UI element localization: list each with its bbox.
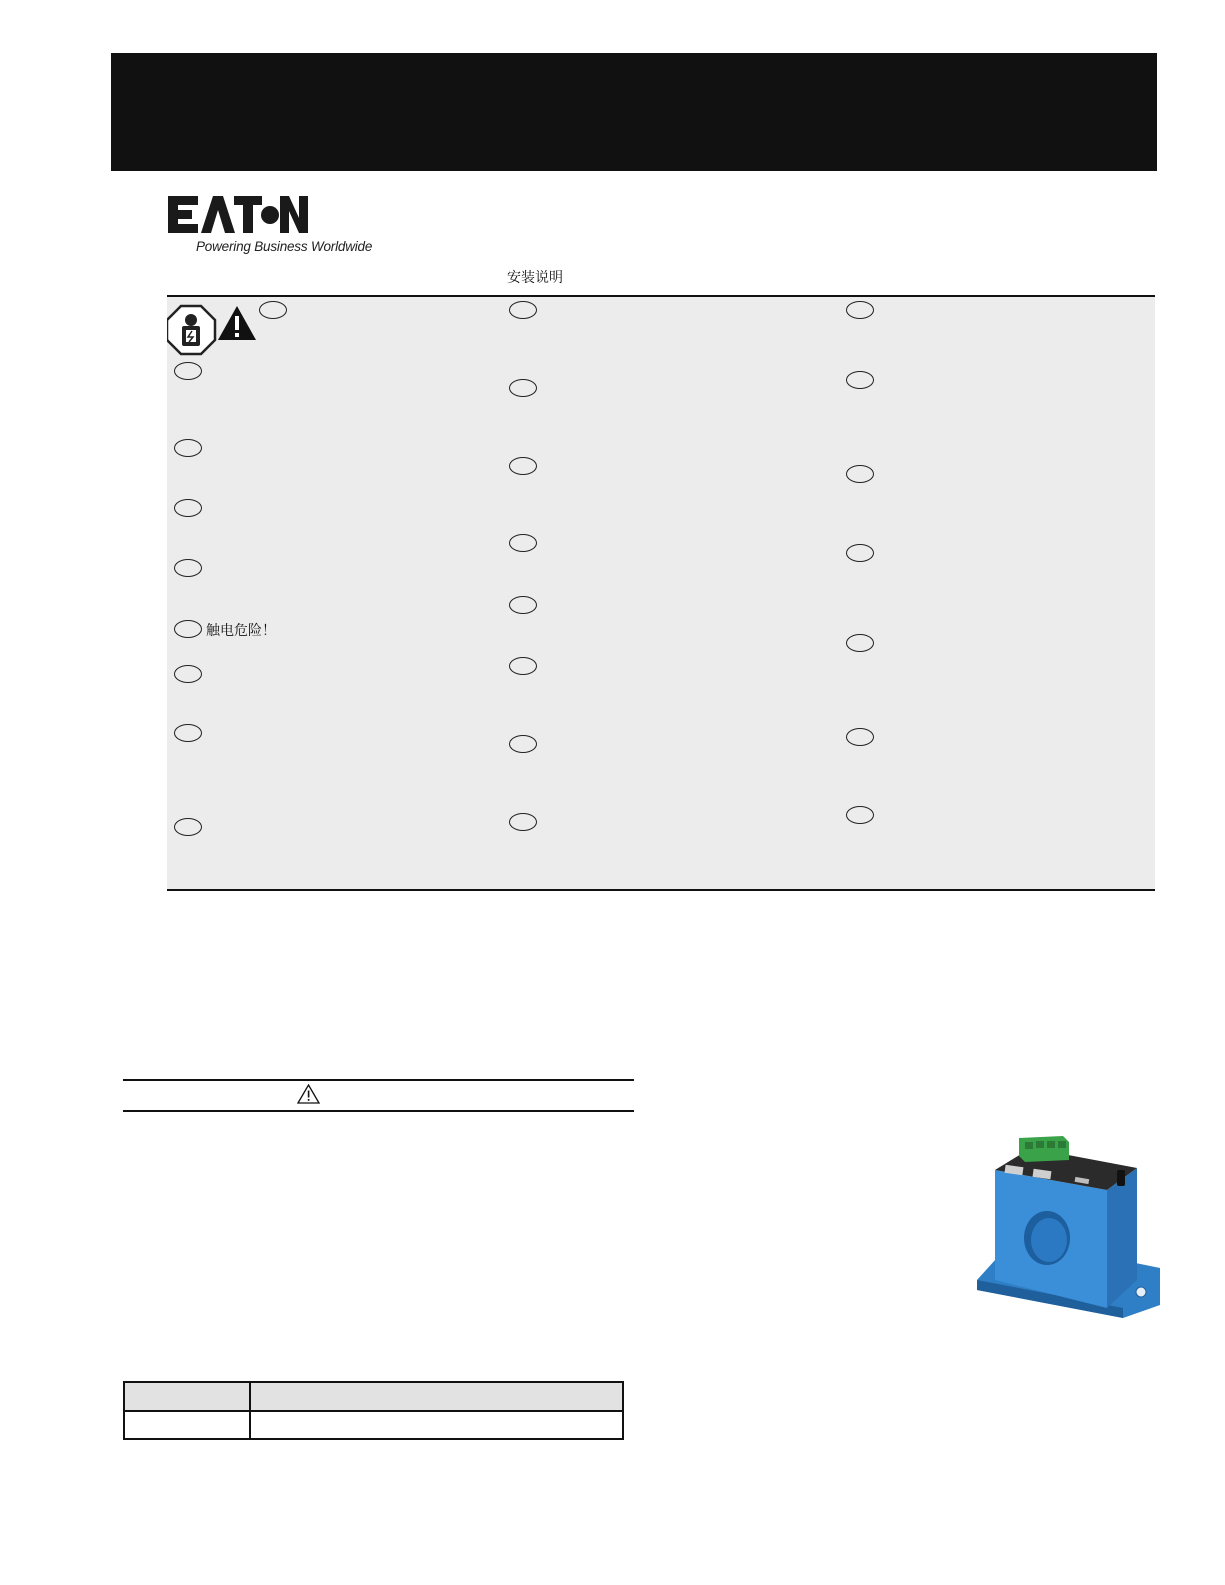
caution-rule-top xyxy=(123,1079,634,1081)
language-marker xyxy=(509,735,537,753)
language-marker xyxy=(509,457,537,475)
brand-tagline: Powering Business Worldwide xyxy=(196,239,373,254)
language-marker xyxy=(846,371,874,389)
shock-hazard-warning: 触电危险！ xyxy=(206,623,276,639)
language-marker xyxy=(174,724,202,742)
language-marker xyxy=(509,301,537,319)
language-marker xyxy=(259,301,287,319)
caution-triangle-icon xyxy=(297,1084,320,1104)
language-marker xyxy=(846,544,874,562)
header-band xyxy=(111,53,1157,171)
language-marker xyxy=(174,665,202,683)
language-marker xyxy=(174,559,202,577)
language-marker xyxy=(509,596,537,614)
language-index-panel xyxy=(167,295,1155,891)
language-marker xyxy=(509,379,537,397)
table-header-row xyxy=(124,1382,623,1411)
language-marker xyxy=(846,301,874,319)
language-marker xyxy=(174,362,202,380)
document-type-label: 安装说明 xyxy=(507,270,563,286)
table-header-cell xyxy=(250,1382,623,1411)
language-marker xyxy=(846,728,874,746)
language-marker xyxy=(846,465,874,483)
table-cell xyxy=(250,1411,623,1439)
language-marker xyxy=(846,806,874,824)
language-marker xyxy=(509,534,537,552)
language-marker xyxy=(174,439,202,457)
caution-rule-bottom xyxy=(123,1110,634,1112)
language-marker xyxy=(846,634,874,652)
eaton-logo-mark xyxy=(168,194,308,236)
current-sensor-product-image xyxy=(975,1130,1165,1322)
language-marker xyxy=(509,657,537,675)
table-cell xyxy=(124,1411,250,1439)
warning-triangle-icon xyxy=(217,305,257,341)
table-row xyxy=(124,1411,623,1439)
language-marker xyxy=(174,620,202,638)
language-marker xyxy=(509,813,537,831)
spec-table xyxy=(123,1381,624,1440)
table-header-cell xyxy=(124,1382,250,1411)
language-marker xyxy=(174,499,202,517)
language-marker xyxy=(174,818,202,836)
